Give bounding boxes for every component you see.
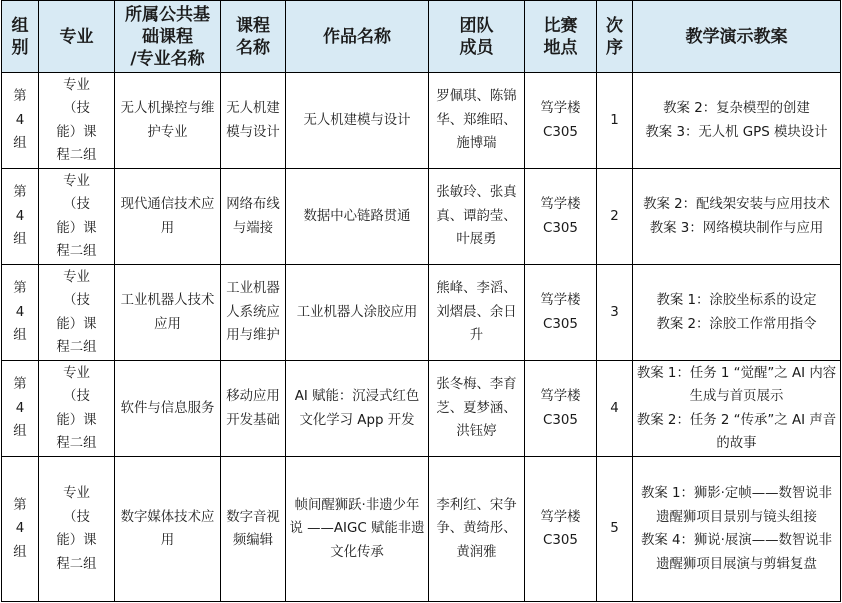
cell-group: 第 4 组	[2, 73, 39, 169]
cell-team: 熊峰、李滔、刘熠晨、余日升	[429, 265, 525, 361]
cell-plan	[633, 265, 841, 361]
cell-order: 1	[597, 73, 633, 169]
header-group: 组 别	[2, 1, 39, 73]
header-course: 所属公共基 础课程 /专业名称	[115, 1, 221, 73]
cell-order: 3	[597, 265, 633, 361]
cell-order: 4	[597, 361, 633, 457]
cell-course-name: 移动应用开发基础	[221, 361, 286, 457]
cell-group: 第 4 组	[2, 361, 39, 457]
cell-plan	[633, 457, 841, 602]
plan-item: 教案 1：狮影·定帧——数智说非遗醒狮项目景别与镜头组接	[640, 486, 833, 525]
cell-team: 罗佩琪、陈锦华、郑维昭、施博瑞	[429, 73, 525, 169]
cell-team: 张敏玲、张真真、谭韵莹、叶展勇	[429, 169, 525, 265]
plan-item: 教案 2：涂胶工作常用指令	[656, 316, 817, 332]
cell-venue: 笃学楼 C305	[525, 457, 597, 602]
plan-item: 教案 2：复杂模型的创建	[663, 101, 810, 116]
table-row	[2, 169, 841, 265]
cell-work: 数据中心链路贯通	[286, 169, 429, 265]
header-venue: 比赛 地点	[525, 1, 597, 73]
cell-order: 5	[597, 457, 633, 602]
header-order: 次 序	[597, 1, 633, 73]
plan-item: 教案 2：任务 2 “传承”之 AI 声音的故事	[636, 412, 837, 451]
cell-venue: 笃学楼 C305	[525, 265, 597, 361]
header-team: 团队 成员	[429, 1, 525, 73]
cell-course: 软件与信息服务	[115, 361, 221, 457]
cell-course-name: 无人机建模与设计	[221, 73, 286, 169]
cell-work: 工业机器人涂胶应用	[286, 265, 429, 361]
table-row	[2, 265, 841, 361]
cell-group: 第 4 组	[2, 457, 39, 602]
plan-item: 教案 1：任务 1 “觉醒”之 AI 内容生成与首页展示	[636, 365, 837, 404]
cell-major: 专业 （技 能）课 程二组	[39, 73, 115, 169]
header-plan: 教学演示教案	[633, 1, 841, 73]
cell-major: 专业 （技 能）课 程二组	[39, 361, 115, 457]
cell-order: 2	[597, 169, 633, 265]
cell-team: 张冬梅、李育芝、夏梦涵、洪钰婷	[429, 361, 525, 457]
plan-item: 教案 4：狮说·展演——数智说非遗醒狮项目展演与剪辑复盘	[640, 533, 833, 572]
cell-work: 帧间醒狮跃·非遗少年说 ——AIGC 赋能非遗文化传承	[286, 457, 429, 602]
cell-course: 数字媒体技术应用	[115, 457, 221, 602]
header-work: 作品名称	[286, 1, 429, 73]
schedule-table	[1, 0, 841, 602]
plan-item: 教案 3：网络模块制作与应用	[649, 220, 824, 236]
cell-venue: 笃学楼 C305	[525, 169, 597, 265]
cell-plan	[633, 169, 841, 265]
header-major: 专业	[39, 1, 115, 73]
cell-major: 专业 （技 能）课 程二组	[39, 169, 115, 265]
cell-major: 专业 （技 能）课 程二组	[39, 265, 115, 361]
cell-course: 无人机操控与维护专业	[115, 73, 221, 169]
cell-venue: 笃学楼 C305	[525, 361, 597, 457]
header-row	[2, 1, 841, 73]
table-row	[2, 457, 841, 602]
cell-course-name: 工业机器人系统应用与维护	[221, 265, 286, 361]
cell-work: 无人机建模与设计	[286, 73, 429, 169]
plan-item: 教案 2：配线架安装与应用技术	[643, 197, 830, 212]
cell-course-name: 网络布线与端接	[221, 169, 286, 265]
table-row	[2, 361, 841, 457]
cell-course-name: 数字音视频编辑	[221, 457, 286, 602]
header-course-name: 课程 名称	[221, 1, 286, 73]
cell-team: 李利红、宋争争、黄绮彤、黄润雅	[429, 457, 525, 602]
cell-course: 工业机器人技术应用	[115, 265, 221, 361]
cell-course: 现代通信技术应用	[115, 169, 221, 265]
plan-item: 教案 1：涂胶坐标系的设定	[656, 293, 817, 308]
cell-group: 第 4 组	[2, 265, 39, 361]
cell-plan	[633, 361, 841, 457]
cell-venue: 笃学楼 C305	[525, 73, 597, 169]
cell-group: 第 4 组	[2, 169, 39, 265]
plan-item: 教案 3：无人机 GPS 模块设计	[645, 124, 828, 140]
cell-work: AI 赋能：沉浸式红色文化学习 App 开发	[286, 361, 429, 457]
cell-plan	[633, 73, 841, 169]
cell-major: 专业 （技 能）课 程二组	[39, 457, 115, 602]
table-row	[2, 73, 841, 169]
